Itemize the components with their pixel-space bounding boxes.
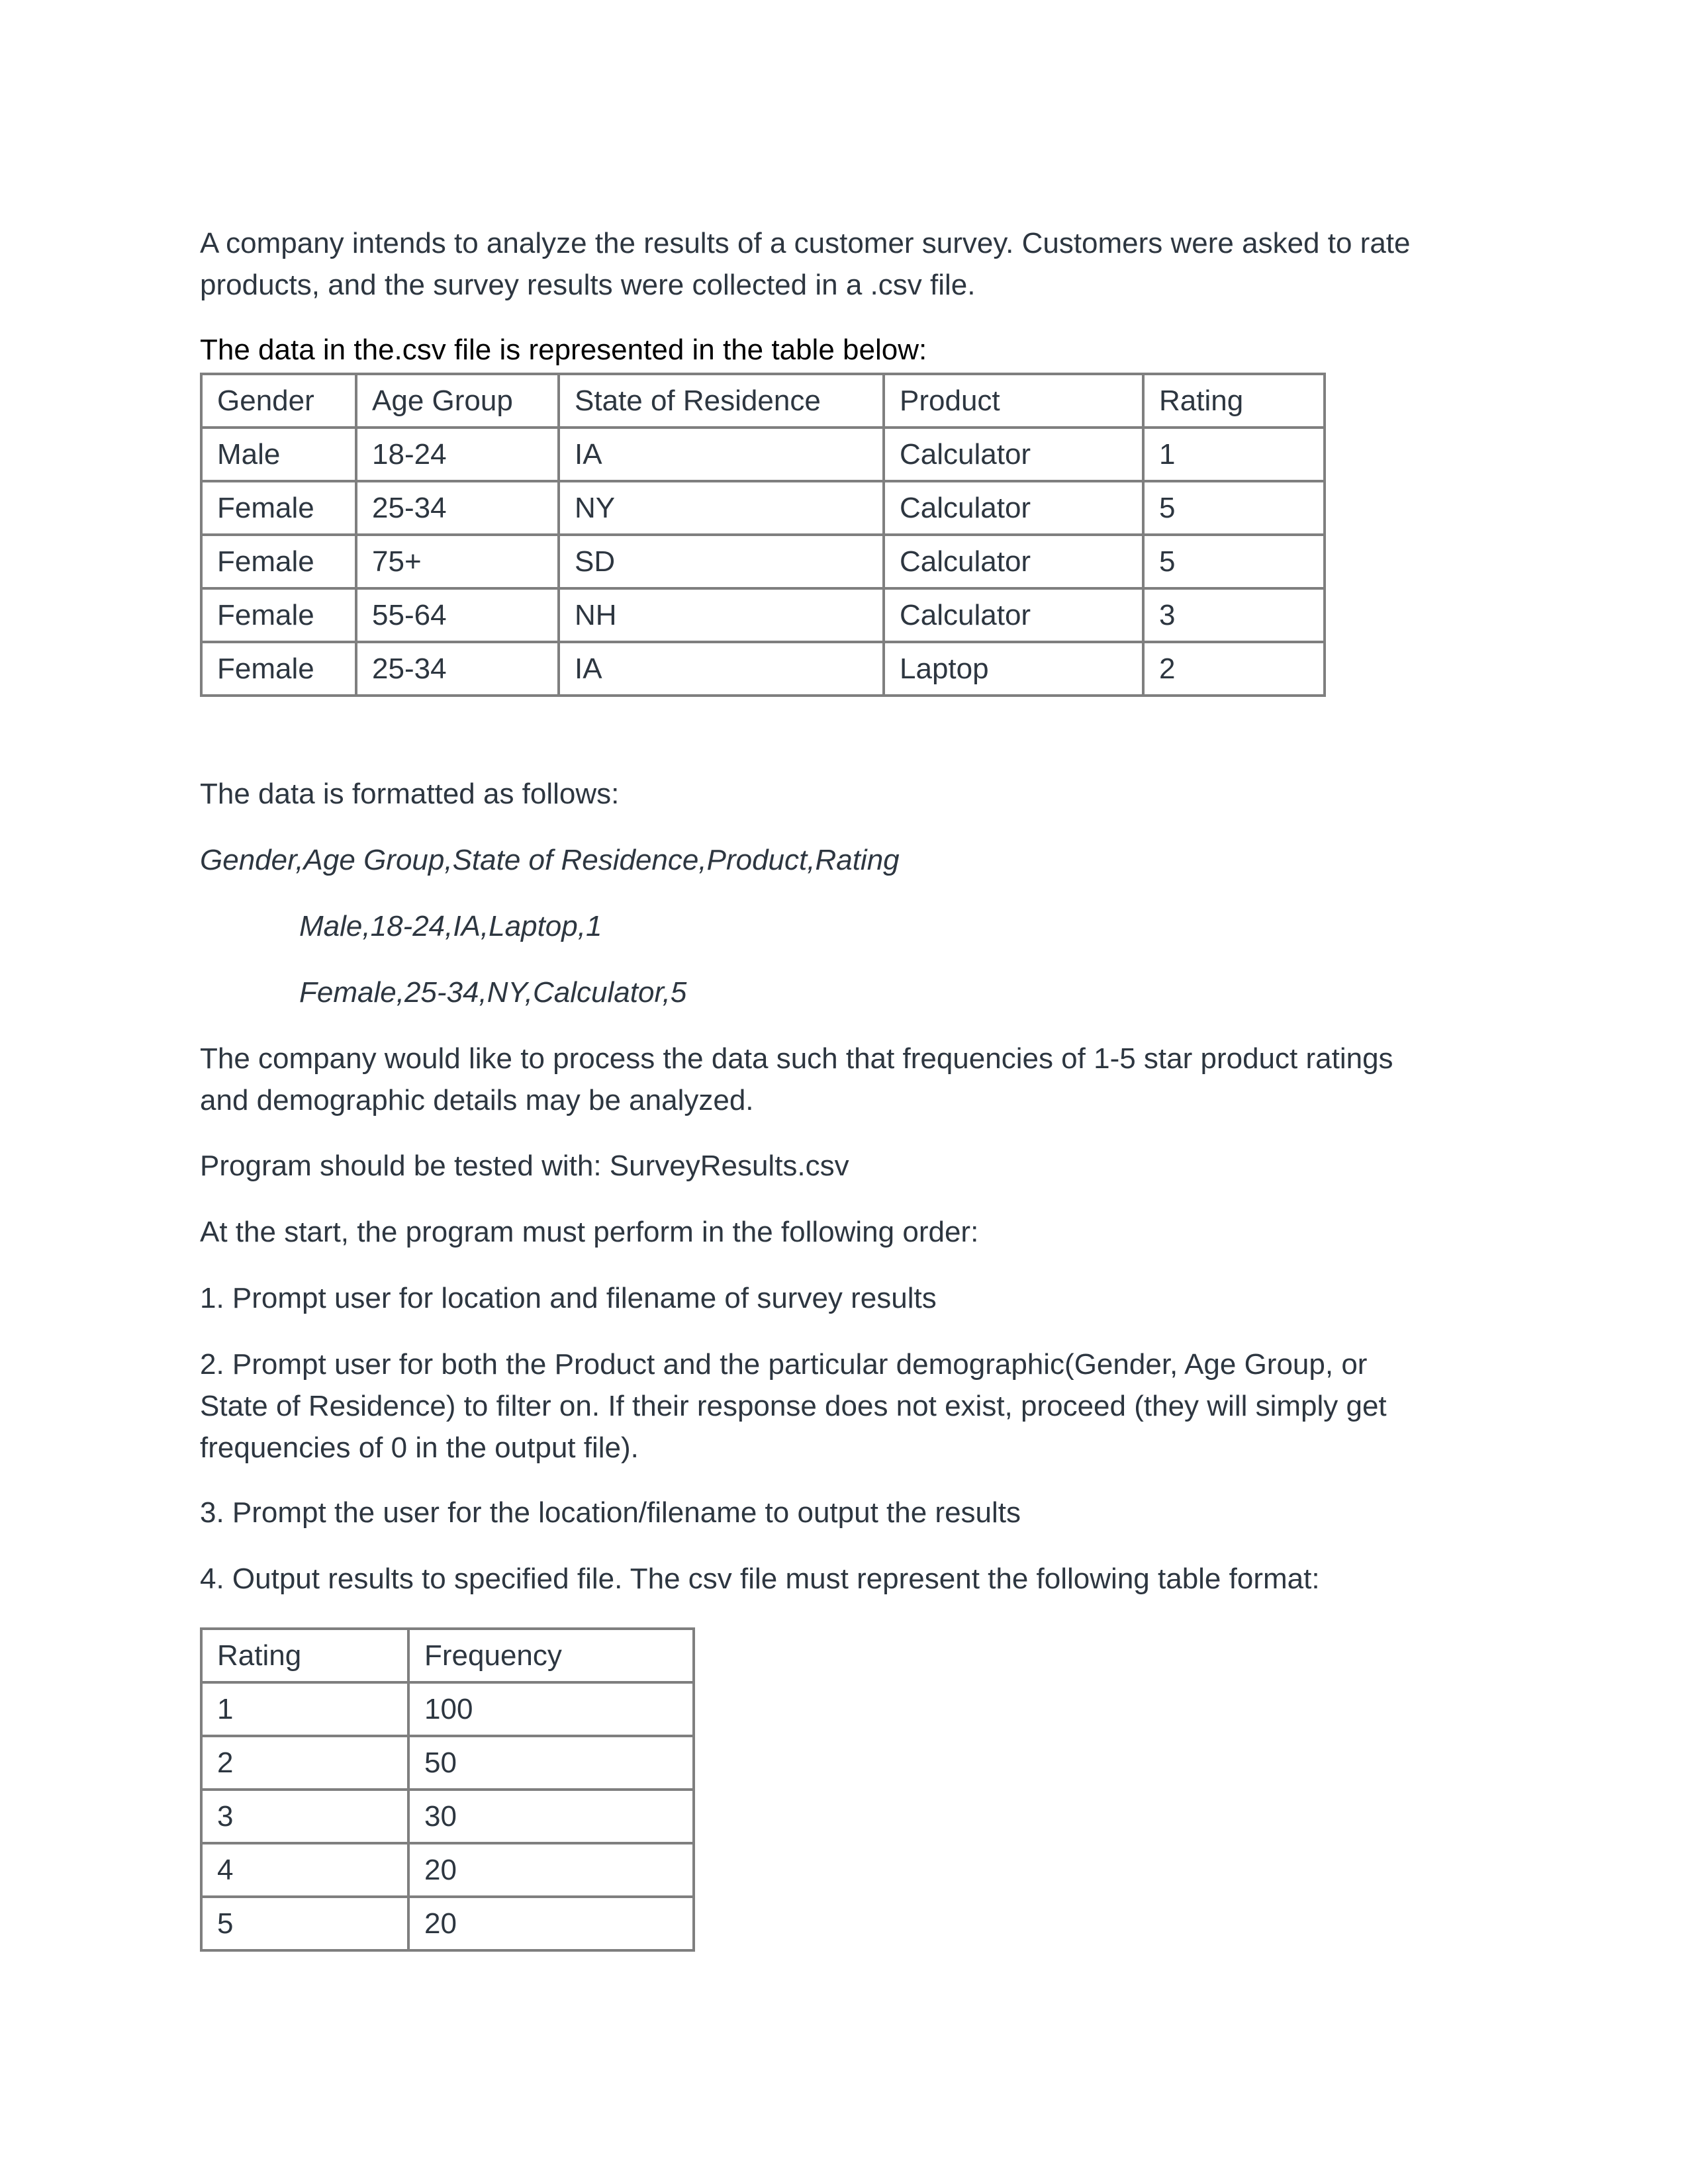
format-example-1: Male,18-24,IA,Laptop,1: [299, 910, 602, 942]
cell-frequency: 20: [408, 1897, 694, 1950]
cell-product: Calculator: [884, 428, 1143, 481]
header-state: State of Residence: [559, 374, 884, 428]
table-row: [201, 481, 1325, 535]
table-row: [201, 588, 1325, 642]
table-row: [201, 535, 1325, 588]
table-row: [201, 1790, 694, 1843]
cell-rating: 3: [1143, 588, 1325, 642]
cell-age-group: 18-24: [356, 428, 559, 481]
cell-frequency: 100: [408, 1682, 694, 1736]
step-3: 3. Prompt the user for the location/filename to output the results: [200, 1496, 1021, 1529]
cell-rating: 2: [1143, 642, 1325, 696]
format-intro: The data is formatted as follows:: [200, 778, 620, 810]
step-2-line-1: 2. Prompt user for both the Product and the particular demographic(Gender, Age Group, or: [200, 1348, 1368, 1381]
header-gender: Gender: [201, 374, 356, 428]
cell-age-group: 55-64: [356, 588, 559, 642]
table-intro: The data in the.csv file is represented in the table below:: [200, 334, 927, 366]
cell-rating: 3: [201, 1790, 408, 1843]
table-row: [201, 642, 1325, 696]
cell-state: NY: [559, 481, 884, 535]
table-header-row: [201, 1629, 694, 1682]
cell-product: Calculator: [884, 588, 1143, 642]
table-row: [201, 1897, 694, 1950]
header-frequency: Frequency: [408, 1629, 694, 1682]
cell-age-group: 75+: [356, 535, 559, 588]
cell-rating: 4: [201, 1843, 408, 1897]
cell-gender: Male: [201, 428, 356, 481]
cell-rating: 5: [1143, 535, 1325, 588]
cell-state: SD: [559, 535, 884, 588]
cell-product: Calculator: [884, 535, 1143, 588]
frequency-table: [200, 1627, 695, 1952]
format-example-2: Female,25-34,NY,Calculator,5: [299, 976, 687, 1009]
header-rating: Rating: [201, 1629, 408, 1682]
table-row: [201, 1843, 694, 1897]
survey-data-table: [200, 373, 1326, 697]
cell-rating: 1: [1143, 428, 1325, 481]
cell-state: IA: [559, 642, 884, 696]
header-rating: Rating: [1143, 374, 1325, 428]
step-1: 1. Prompt user for location and filename of survey results: [200, 1282, 937, 1314]
cell-state: NH: [559, 588, 884, 642]
step-4: 4. Output results to specified file. The csv file must represent the following table format:: [200, 1563, 1320, 1595]
cell-product: Laptop: [884, 642, 1143, 696]
intro-line-2: products, and the survey results were collected in a .csv file.: [200, 269, 976, 301]
intro-line-1: A company intends to analyze the results of a customer survey. Customers were asked to rate: [200, 227, 1411, 259]
purpose-line-1: The company would like to process the data such that frequencies of 1-5 star product ratings: [200, 1042, 1393, 1075]
cell-age-group: 25-34: [356, 481, 559, 535]
cell-age-group: 25-34: [356, 642, 559, 696]
header-product: Product: [884, 374, 1143, 428]
cell-rating: 2: [201, 1736, 408, 1790]
cell-gender: Female: [201, 588, 356, 642]
table-row: [201, 1736, 694, 1790]
table-row: [201, 428, 1325, 481]
header-age-group: Age Group: [356, 374, 559, 428]
cell-gender: Female: [201, 535, 356, 588]
cell-frequency: 20: [408, 1843, 694, 1897]
table-header-row: [201, 374, 1325, 428]
cell-rating: 5: [201, 1897, 408, 1950]
cell-gender: Female: [201, 642, 356, 696]
cell-state: IA: [559, 428, 884, 481]
table-row: [201, 1682, 694, 1736]
test-file-note: Program should be tested with: SurveyResults.csv: [200, 1150, 849, 1182]
cell-product: Calculator: [884, 481, 1143, 535]
purpose-line-2: and demographic details may be analyzed.: [200, 1084, 754, 1116]
cell-rating: 5: [1143, 481, 1325, 535]
step-2-line-3: frequencies of 0 in the output file).: [200, 1432, 639, 1464]
step-2-line-2: State of Residence) to filter on. If their response does not exist, proceed (they will simply get: [200, 1390, 1387, 1422]
order-intro: At the start, the program must perform in the following order:: [200, 1216, 979, 1248]
cell-frequency: 30: [408, 1790, 694, 1843]
cell-gender: Female: [201, 481, 356, 535]
cell-frequency: 50: [408, 1736, 694, 1790]
cell-rating: 1: [201, 1682, 408, 1736]
format-header-line: Gender,Age Group,State of Residence,Product,Rating: [200, 844, 900, 876]
